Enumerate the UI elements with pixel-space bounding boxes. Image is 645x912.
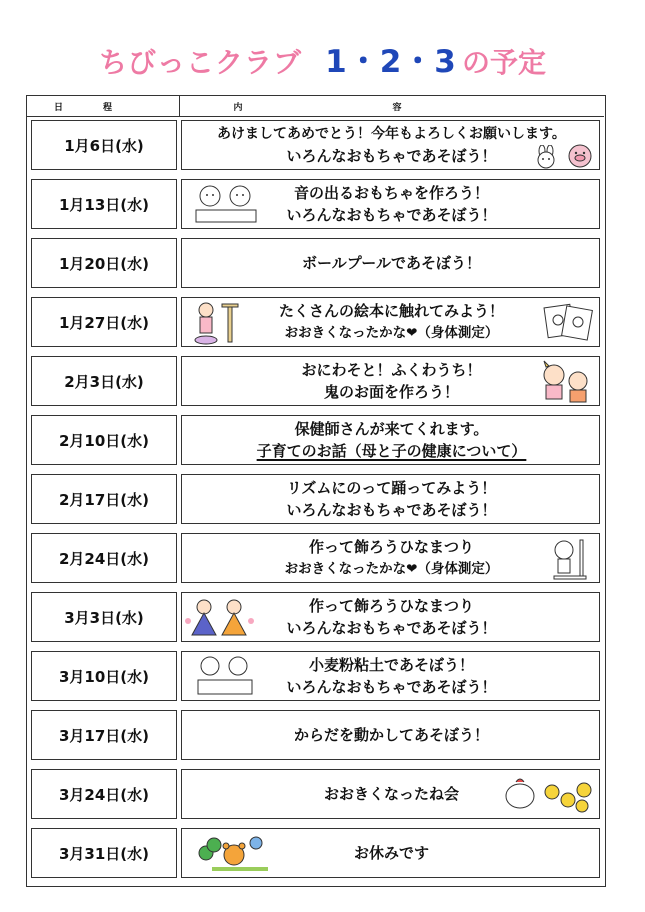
- row-content: [181, 238, 600, 288]
- row-line2: いろんなおもちゃであそぼう！: [286, 677, 497, 696]
- row-line2: いろんなおもちゃであそぼう！: [286, 618, 497, 637]
- table-row: [27, 765, 604, 823]
- pig-icon: [564, 143, 596, 169]
- row-content: [181, 120, 600, 170]
- row-date: 3月3日(水): [31, 592, 177, 642]
- row-content: [181, 592, 600, 642]
- table-row: [27, 529, 604, 587]
- row-content: [181, 297, 600, 347]
- row-date: 2月3日(水): [31, 356, 177, 406]
- chicken-chicks-icon: [500, 772, 596, 816]
- header-content: 内容: [233, 102, 552, 113]
- page-title: [0, 36, 645, 80]
- row-line1: リズムにのって踊ってみよう！: [286, 478, 497, 497]
- row-line1: ボールプールであそぼう！: [302, 253, 481, 272]
- row-line1: 小麦粉粘土であそぼう！: [308, 655, 474, 674]
- row-date: 2月24日(水): [31, 533, 177, 583]
- table-row: [27, 470, 604, 528]
- table-row: [27, 824, 604, 882]
- table-row: [27, 588, 604, 646]
- row-line2: いろんなおもちゃであそぼう！: [286, 205, 497, 224]
- table-row: [27, 647, 604, 705]
- row-date: 3月31日(水): [31, 828, 177, 878]
- row-line2: 子育てのお話（母と子の健康について）: [256, 441, 527, 460]
- row-line2: いろんなおもちゃであそぼう！: [286, 500, 497, 519]
- row-line2: いろんなおもちゃであそぼう！: [286, 146, 497, 165]
- row-line1: たくさんの絵本に触れてみよう！: [278, 301, 504, 320]
- header-date: 日程: [27, 96, 180, 116]
- row-content: [181, 179, 600, 229]
- row-line1: あけましてあめでとう！今年もよろしくお願いします。: [217, 125, 566, 142]
- schedule-table: [26, 95, 606, 887]
- table-row: [27, 706, 604, 764]
- row-line1: おおきくなったね会: [323, 784, 459, 803]
- child-measure-icon: [550, 536, 590, 580]
- table-row: [27, 175, 604, 233]
- rabbit-icon: [532, 145, 560, 169]
- table-row: [27, 234, 604, 292]
- row-content: [181, 769, 600, 819]
- row-line1: お休みです: [353, 843, 429, 862]
- row-content: [181, 356, 600, 406]
- row-content: [181, 415, 600, 465]
- title-suffix: の予定: [461, 46, 546, 79]
- row-date: 2月17日(水): [31, 474, 177, 524]
- row-line1: 作って飾ろうひなまつり: [308, 596, 474, 615]
- row-content: [181, 710, 600, 760]
- table-row: [27, 411, 604, 469]
- table-row: [27, 352, 604, 410]
- row-line1: 音の出るおもちゃを作ろう！: [293, 183, 489, 202]
- row-line2: おおきくなったかな❤（身体測定）: [284, 560, 499, 577]
- picture-book-icon: [542, 300, 594, 342]
- row-date: 1月13日(水): [31, 179, 177, 229]
- row-date: 3月17日(水): [31, 710, 177, 760]
- row-content: [181, 651, 600, 701]
- row-content: [181, 533, 600, 583]
- row-date: 1月6日(水): [31, 120, 177, 170]
- row-date: 3月10日(水): [31, 651, 177, 701]
- oni-kids-icon: [534, 359, 596, 405]
- club-name: ちびっこクラブ: [99, 46, 303, 79]
- table-row: [27, 116, 604, 174]
- table-header: [27, 96, 604, 117]
- table-row: [27, 293, 604, 351]
- row-line1: からだを動かしてあそぼう！: [293, 725, 489, 744]
- row-line1: 保健師さんが来てくれます。: [294, 419, 489, 438]
- row-line1: 作って飾ろうひなまつり: [308, 537, 474, 556]
- row-content: [181, 474, 600, 524]
- row-date: 2月10日(水): [31, 415, 177, 465]
- row-line1: おにわそと！ふくわうち！: [301, 360, 482, 379]
- grade-numbers: 1・2・3: [325, 44, 457, 80]
- row-date: 3月24日(水): [31, 769, 177, 819]
- row-date: 1月27日(水): [31, 297, 177, 347]
- row-line2: おおきくなったかな❤（身体測定）: [284, 324, 499, 341]
- row-content: [181, 828, 600, 878]
- row-date: 1月20日(水): [31, 238, 177, 288]
- row-line2: 鬼のお面を作ろう！: [323, 382, 459, 401]
